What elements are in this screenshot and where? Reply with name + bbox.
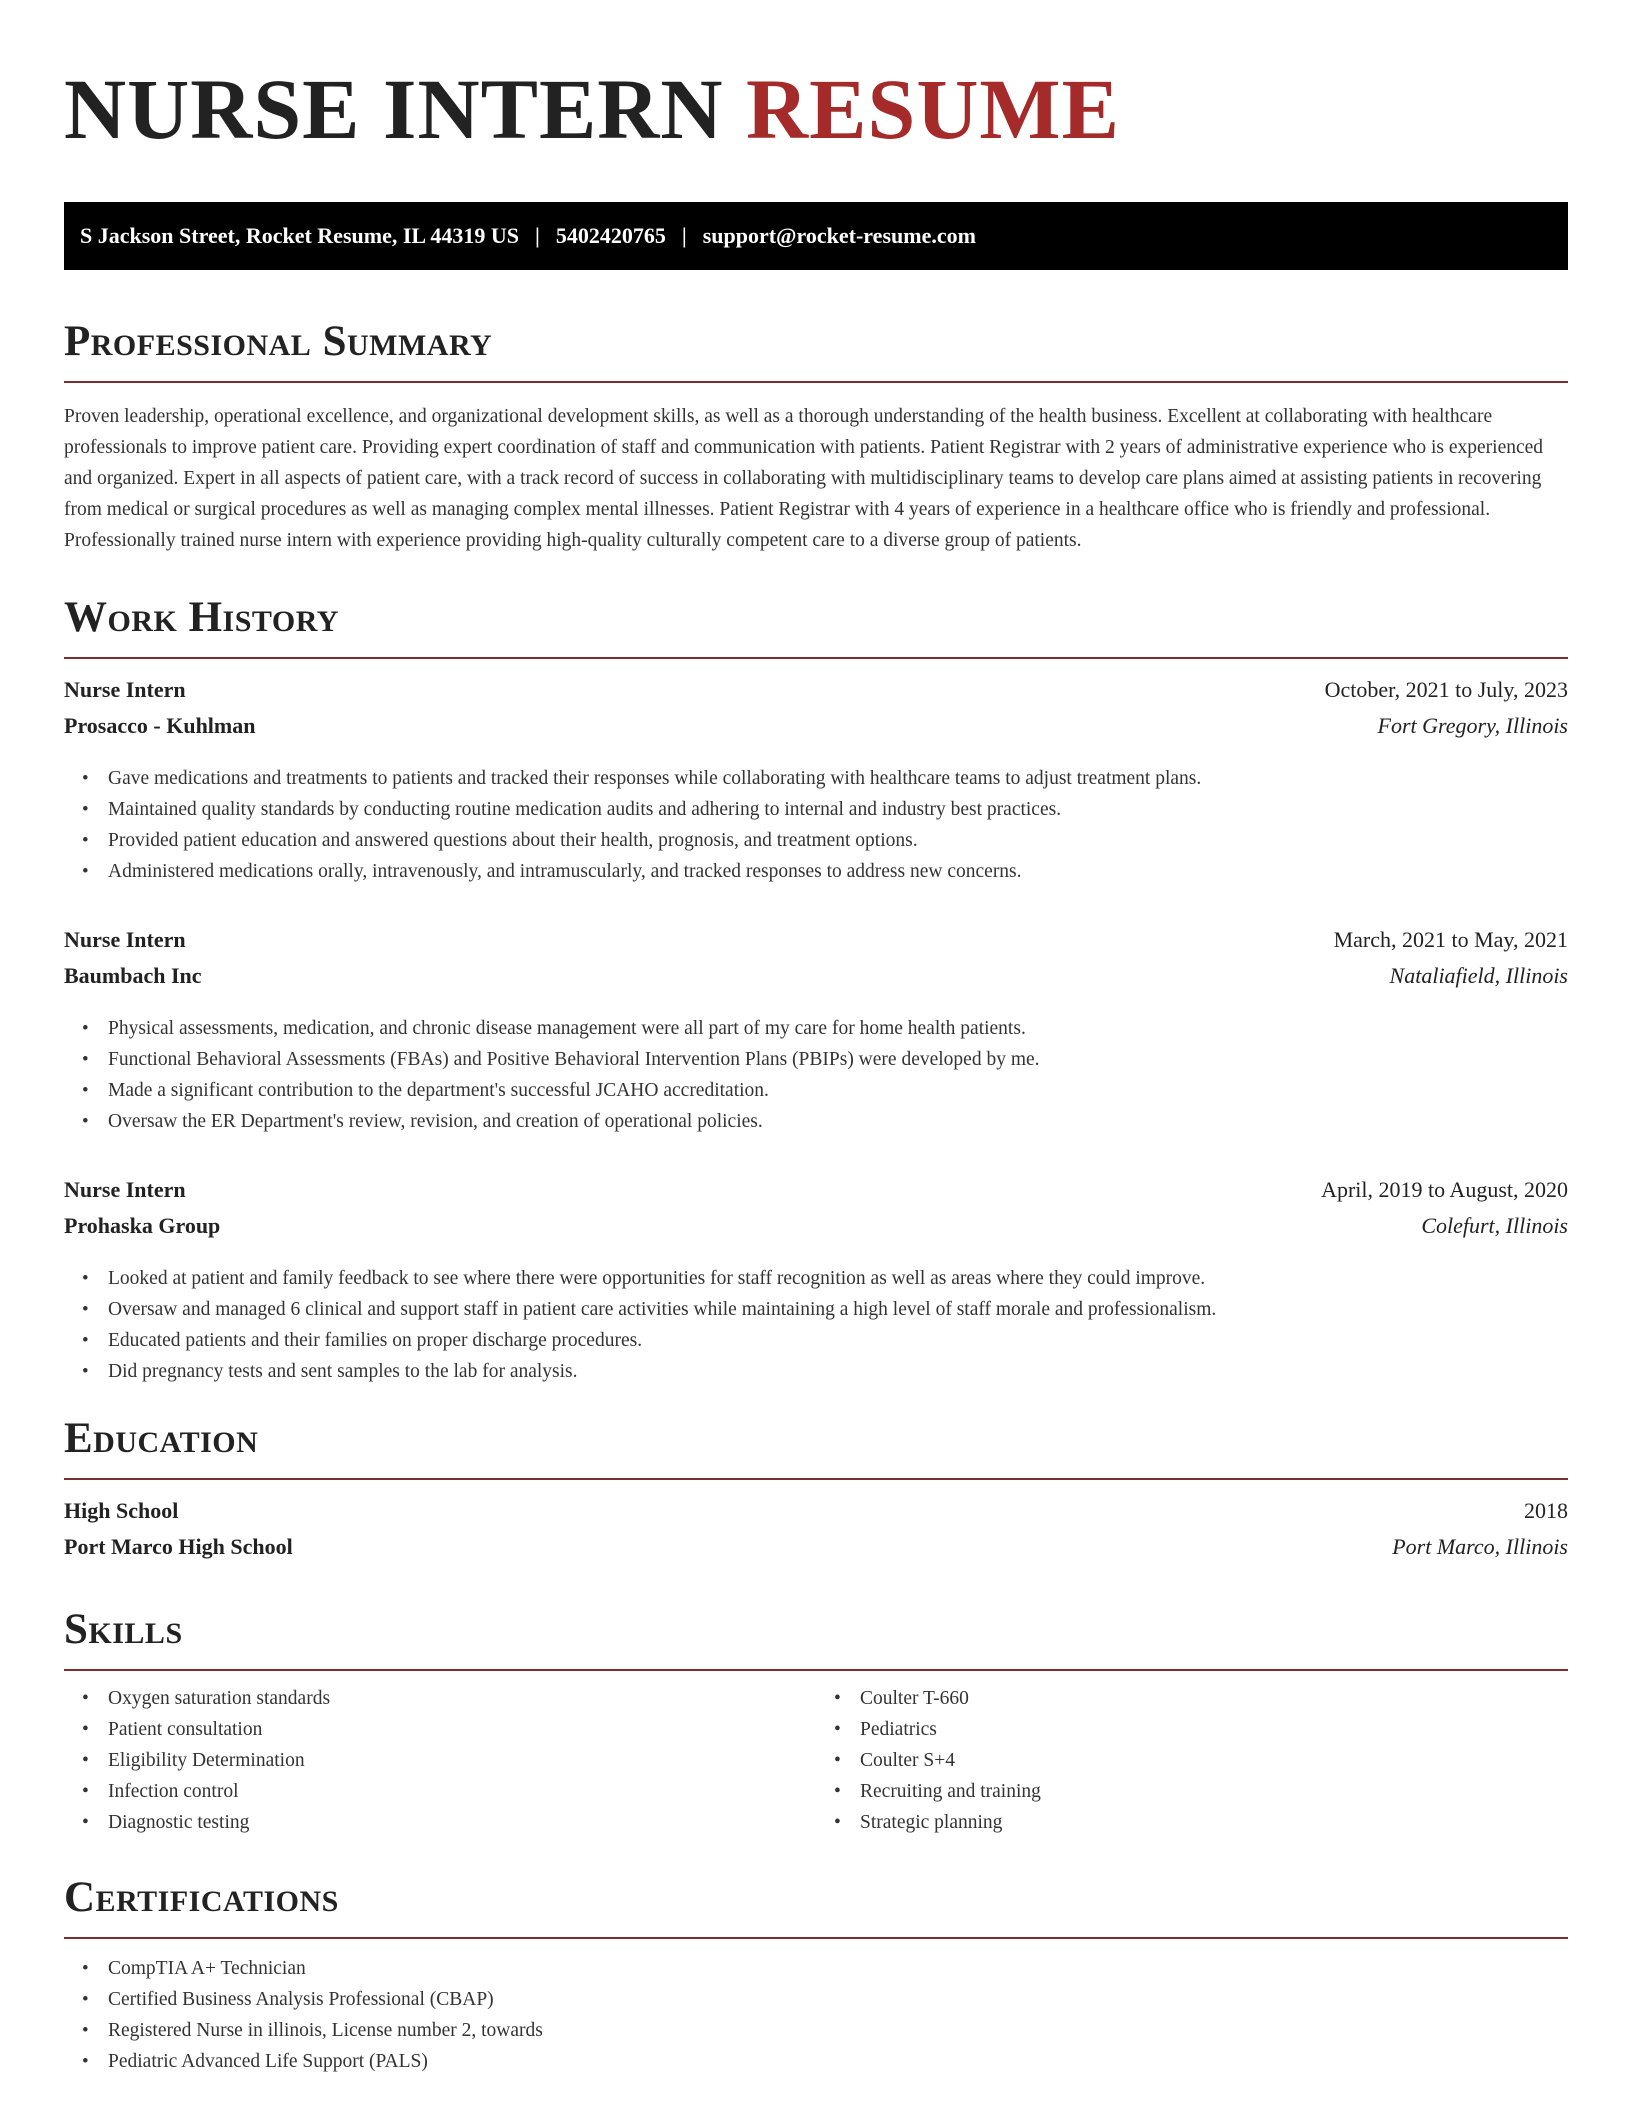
list-item: • Maintained quality standards by conducting routine medication audits and adhering to internal and industry best practices. (64, 794, 1568, 825)
job-entry (64, 927, 1568, 1137)
contact-separator: | (534, 223, 540, 248)
list-item: • Looked at patient and family feedback to see where there were opportunities for staff recognition as well as areas where they could improve. (64, 1263, 1568, 1294)
list-item: • Provided patient education and answered questions about their health, prognosis, and treatment options. (64, 825, 1568, 856)
list-item: • Educated patients and their families on proper discharge procedures. (64, 1325, 1568, 1356)
section-divider (64, 381, 1568, 383)
skill-item: • Patient consultation (64, 1714, 816, 1745)
job-dates: April, 2019 to August, 2020 (1321, 1177, 1568, 1202)
contact-email[interactable]: support@rocket-resume.com (702, 223, 976, 248)
job-location: Nataliafield, Illinois (1389, 963, 1568, 988)
job-bullets (64, 1013, 1568, 1137)
certification-item: • CompTIA A+ Technician (64, 1953, 1568, 1984)
resume-title (64, 58, 1568, 176)
job-location: Fort Gregory, Illinois (1377, 713, 1568, 738)
education-year: 2018 (1524, 1498, 1568, 1523)
job-bullets (64, 763, 1568, 887)
section-divider (64, 1669, 1568, 1671)
title-accent: RESUME (746, 61, 1120, 157)
skill-item: • Oxygen saturation standards (64, 1683, 816, 1714)
skill-item: • Pediatrics (816, 1714, 1568, 1745)
list-item: • Made a significant contribution to the department's successful JCAHO accreditation. (64, 1075, 1568, 1106)
skills-column (816, 1683, 1568, 1838)
section-divider (64, 1937, 1568, 1939)
section-title-skills: Skills (64, 1606, 183, 1653)
certifications-list (64, 1953, 1568, 2077)
education-school: Port Marco High School (64, 1534, 293, 1559)
list-item: • Oversaw the ER Department's review, revision, and creation of operational policies. (64, 1106, 1568, 1137)
certification-item: • Pediatric Advanced Life Support (PALS) (64, 2046, 1568, 2077)
job-dates: March, 2021 to May, 2021 (1333, 927, 1568, 952)
list-item: • Administered medications orally, intravenously, and intramuscularly, and tracked responses to address new concerns. (64, 856, 1568, 887)
job-company: Baumbach Inc (64, 963, 202, 988)
job-location: Colefurt, Illinois (1421, 1213, 1568, 1238)
skill-item: • Diagnostic testing (64, 1807, 816, 1838)
skill-item: • Infection control (64, 1776, 816, 1807)
contact-bar (64, 202, 1568, 270)
contact-address: S Jackson Street, Rocket Resume, IL 44319 US (80, 223, 519, 248)
job-entry (64, 677, 1568, 887)
skills-grid (64, 1683, 1568, 1838)
skills-column (64, 1683, 816, 1838)
job-bullets (64, 1263, 1568, 1387)
skill-item: • Recruiting and training (816, 1776, 1568, 1807)
job-dates: October, 2021 to July, 2023 (1324, 677, 1568, 702)
job-role: Nurse Intern (64, 1177, 186, 1202)
education-entry (64, 1498, 1568, 1570)
list-item: • Did pregnancy tests and sent samples to the lab for analysis. (64, 1356, 1568, 1387)
summary-text: Proven leadership, operational excellence, and organizational development skills, as well as a thorough understanding of the health business. Excellent at collaborating with healthcare professionals to improve patient care. Providing expert coordination of staff and communication with patients. Patient Registrar with 2 years of administrative experience who is experienced and organized. Expert in all aspects of patient care, with a track record of success in collaborating with multidisciplinary teams to develop care plans aimed at assisting patients in recovering from medical or surgical procedures as well as managing complex mental illnesses. Patient Registrar with 4 years of experience in a healthcare office who is friendly and professional. Professionally trained nurse intern with experience providing high-quality culturally competent care to a diverse group of patients. (64, 406, 1544, 551)
education-degree: High School (64, 1498, 179, 1523)
contact-phone[interactable]: 5402420765 (555, 223, 666, 248)
skill-item: • Coulter T-660 (816, 1683, 1568, 1714)
contact-separator: | (681, 223, 687, 248)
section-title-certifications: Certifications (64, 1874, 339, 1921)
job-company: Prohaska Group (64, 1213, 221, 1238)
section-title-summary: Professional Summary (64, 318, 493, 365)
skill-item: • Strategic planning (816, 1807, 1568, 1838)
section-divider (64, 1478, 1568, 1480)
list-item: • Functional Behavioral Assessments (FBAs) and Positive Behavioral Intervention Plans (PBIPs) were developed by me. (64, 1044, 1568, 1075)
list-item: • Oversaw and managed 6 clinical and support staff in patient care activities while maintaining a high level of staff morale and professionalism. (64, 1294, 1568, 1325)
list-item: • Physical assessments, medication, and chronic disease management were all part of my care for home health patients. (64, 1013, 1568, 1044)
section-divider (64, 657, 1568, 659)
certification-item: • Registered Nurse in illinois, License number 2, towards (64, 2015, 1568, 2046)
certification-item: • Certified Business Analysis Professional (CBAP) (64, 1984, 1568, 2015)
title-main: NURSE INTERN (64, 61, 724, 157)
section-title-work-history: Work History (64, 594, 339, 641)
job-role: Nurse Intern (64, 927, 186, 952)
job-company: Prosacco - Kuhlman (64, 713, 256, 738)
section-title-education: Education (64, 1415, 259, 1462)
job-entry (64, 1177, 1568, 1387)
list-item: • Gave medications and treatments to patients and tracked their responses while collaborating with healthcare teams to adjust treatment plans. (64, 763, 1568, 794)
skill-item: • Eligibility Determination (64, 1745, 816, 1776)
job-role: Nurse Intern (64, 677, 186, 702)
skill-item: • Coulter S+4 (816, 1745, 1568, 1776)
education-location: Port Marco, Illinois (1392, 1534, 1568, 1559)
